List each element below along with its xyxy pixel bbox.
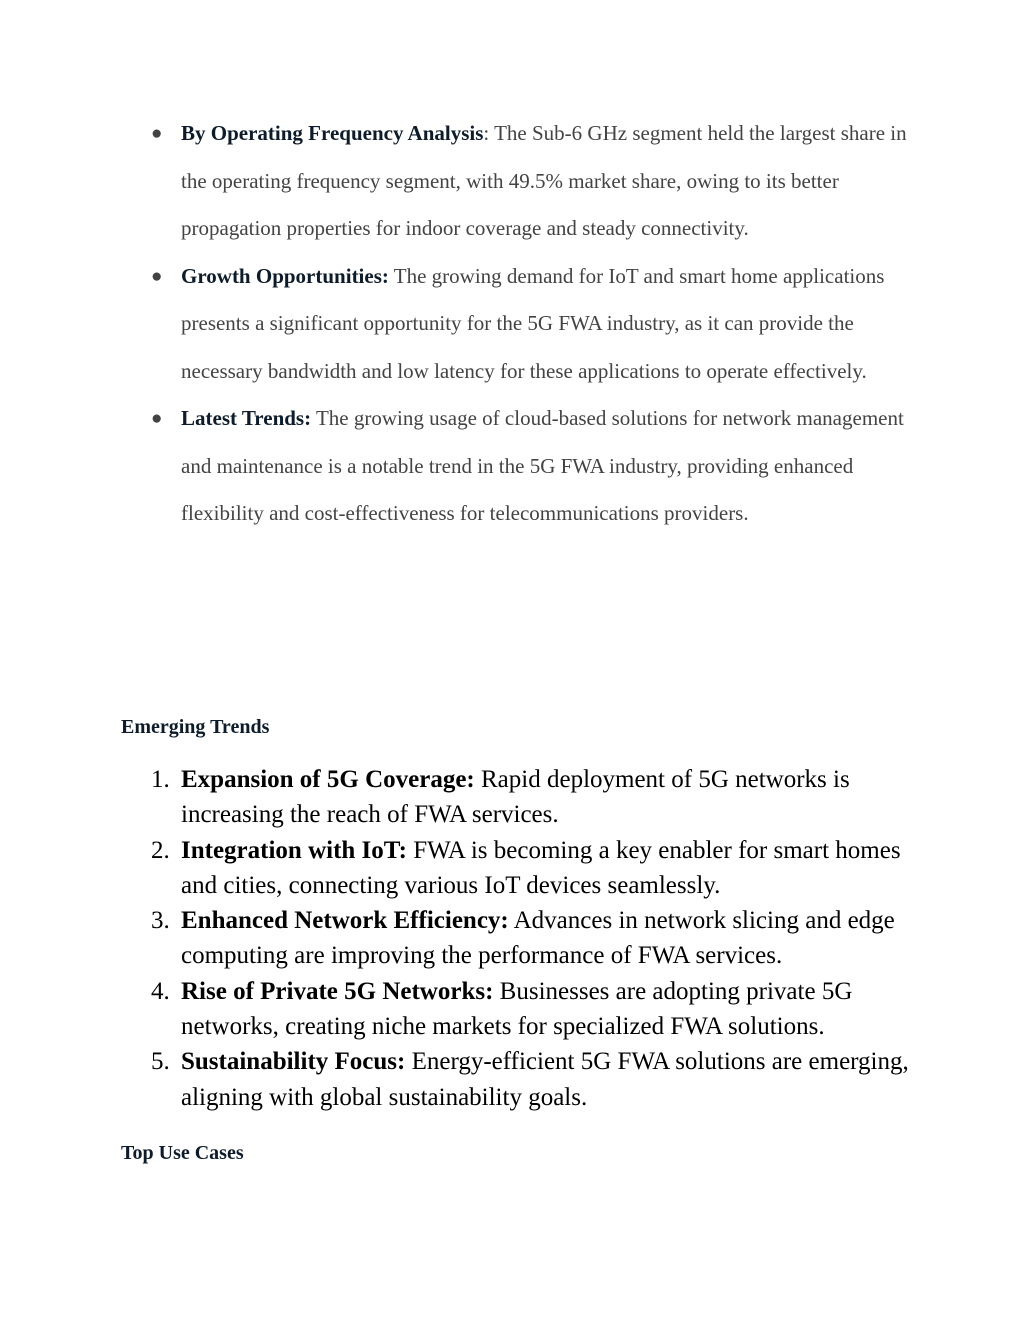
trend-title: Integration with IoT: [181,836,407,864]
emerging-trends-heading: Emerging Trends [121,716,270,738]
bullet-title: Growth Opportunities: [181,263,389,288]
trend-text: Advances in network slicing and edge computing are improving the performance of FWA services. [181,907,895,970]
trend-title: Expansion of 5G Coverage: [181,766,475,793]
list-number: 2. [151,836,170,864]
bullet-dot: ● [151,408,163,429]
list-number: 5. [151,1048,170,1076]
trend-text: FWA is becoming a key enabler for smart homes and cities, connecting various IoT devices seamlessly. [181,836,901,899]
bullet-item-operating-frequency [0,110,1024,253]
list-number: 3. [151,907,170,935]
bullet-dot: ● [151,265,163,287]
bullet-text: The Sub-6 GHz segment held the largest share in the operating frequency segment, with 49.5% market share, owing to its better propagation properties for indoor coverage and steady connectivity. [181,121,907,240]
bullet-dot: ● [151,123,163,144]
trend-item-iot [0,833,1024,904]
bullet-title: Latest Trends: [181,406,312,430]
list-number: 1. [151,766,170,793]
top-use-cases-heading: Top Use Cases [121,1142,244,1164]
emerging-trends-list [0,762,1024,1115]
trend-item-sustainability [0,1044,1024,1115]
trend-item-5g-coverage [0,762,1024,833]
bullet-item-latest-trends [0,395,1024,538]
highlights-bullet-list [0,110,1024,538]
trend-item-private-5g [0,974,1024,1045]
bullet-text: The growing usage of cloud-based solutions for network management and maintenance is a notable trend in the 5G FWA industry, providing enhanced flexibility and cost-effectiveness for telecommunications providers. [181,406,904,525]
bullet-title: By Operating Frequency Analysis [181,121,484,145]
trend-title: Sustainability Focus: [181,1048,406,1076]
bullet-separator: : [483,121,495,145]
trend-text: Rapid deployment of 5G networks is increasing the reach of FWA services. [181,766,850,829]
trend-item-network-efficiency [0,903,1024,974]
trend-title: Rise of Private 5G Networks: [181,977,494,1005]
list-number: 4. [151,977,170,1005]
bullet-text: The growing demand for IoT and smart home applications presents a significant opportunity for the 5G FWA industry, as it can provide the necessary bandwidth and low latency for these applications to operate effectively. [181,263,885,383]
trend-text: Energy-efficient 5G FWA solutions are emerging, aligning with global sustainability goals. [181,1048,909,1111]
bullet-item-growth-opportunities [0,253,1024,396]
trend-text: Businesses are adopting private 5G networks, creating niche markets for specialized FWA solutions. [181,977,853,1041]
trend-title: Enhanced Network Efficiency: [181,907,509,935]
